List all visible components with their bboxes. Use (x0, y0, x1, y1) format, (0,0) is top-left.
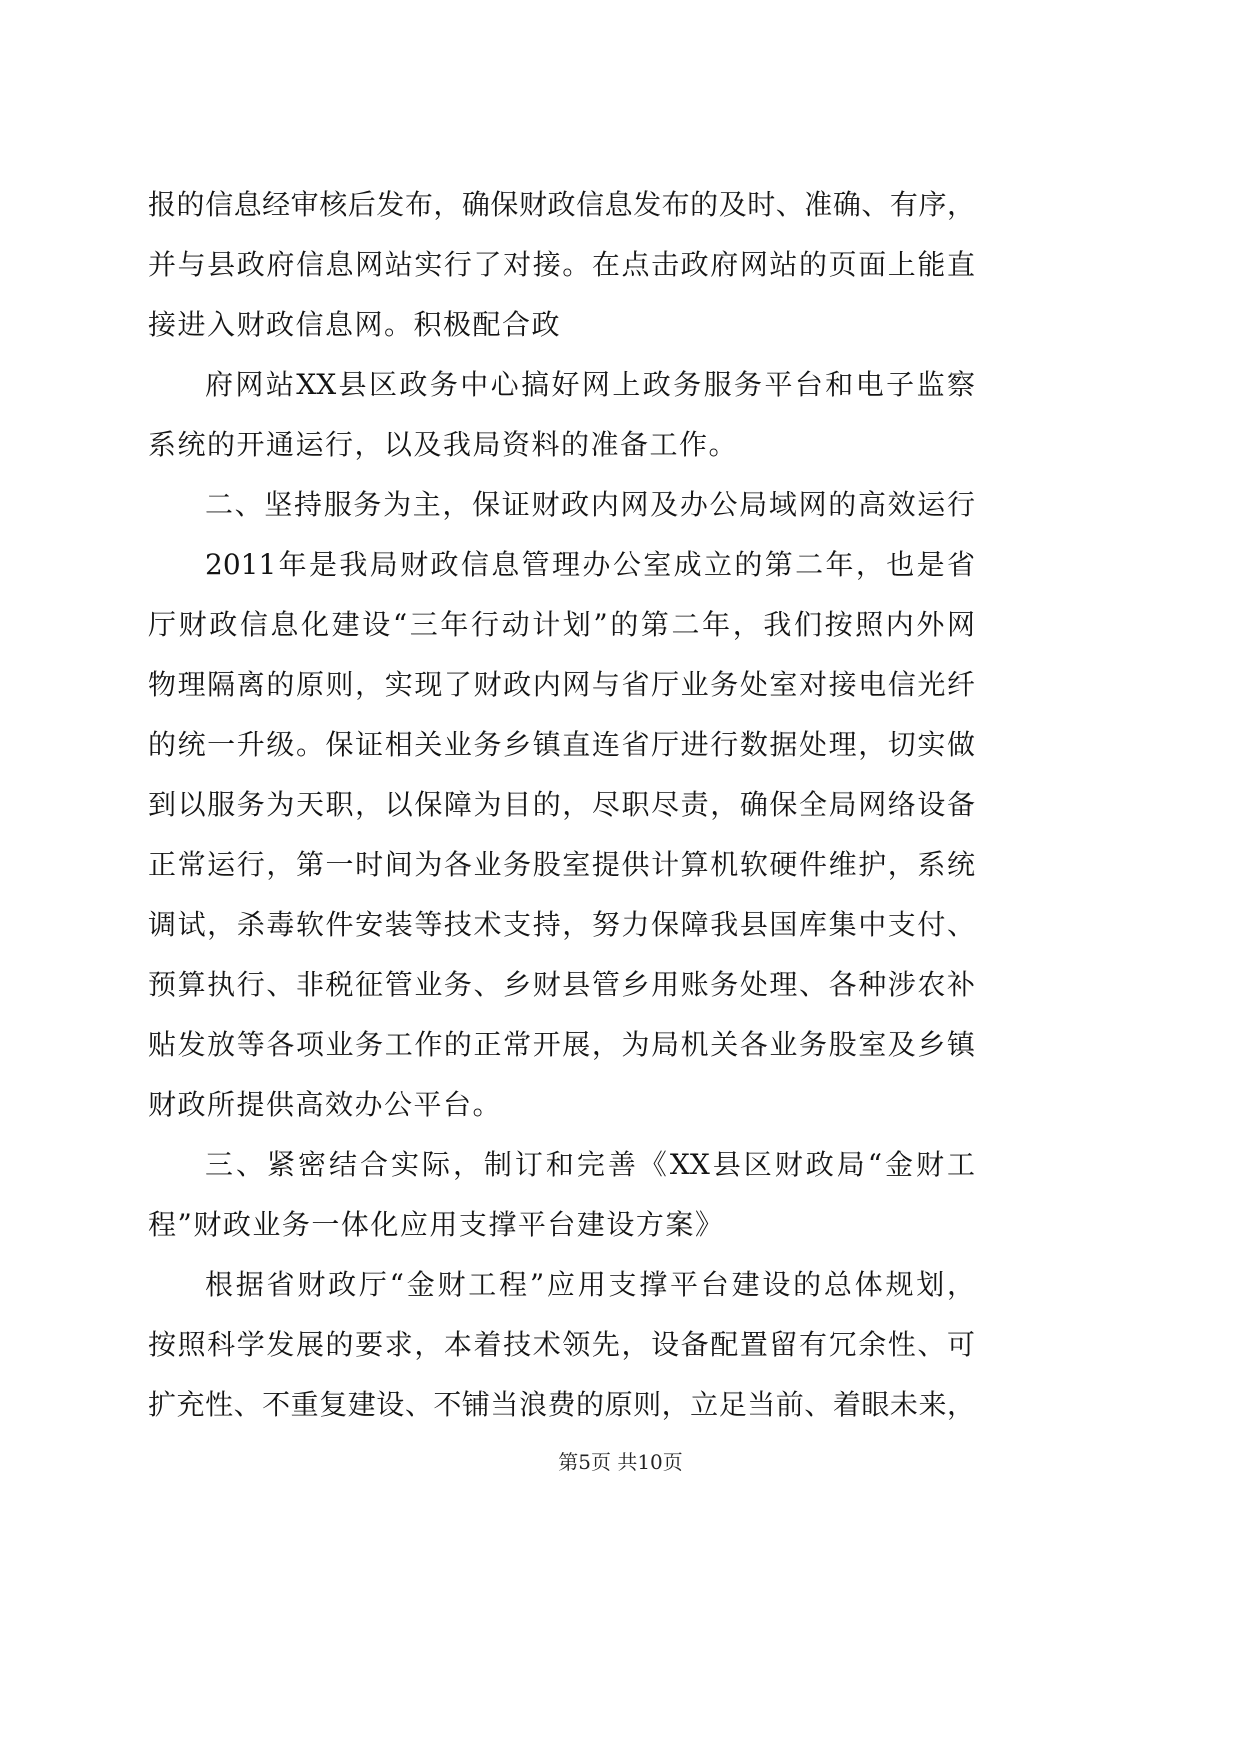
body-text-line: 并与县政府信息网站实行了对接。在点击政府网站的页面上能直 (148, 248, 975, 281)
body-text-line: 预算执行、非税征管业务、乡财县管乡用账务处理、各种涉农补 (148, 968, 975, 1001)
body-text-line: 贴发放等各项业务工作的正常开展，为局机关各业务股室及乡镇 (148, 1028, 975, 1061)
body-text-line: 正常运行，第一时间为各业务股室提供计算机软硬件维护，系统 (148, 848, 975, 881)
section-heading: 三、紧密结合实际，制订和完善《XX县区财政局“金财工 (205, 1148, 975, 1181)
body-text-line: 厅财政信息化建设“三年行动计划”的第二年，我们按照内外网 (148, 608, 975, 641)
body-text-line: 物理隔离的原则，实现了财政内网与省厅业务处室对接电信光纤 (148, 668, 975, 701)
body-text-line: 2011年是我局财政信息管理办公室成立的第二年，也是省 (205, 548, 975, 581)
body-text-line: 的统一升级。保证相关业务乡镇直连省厅进行数据处理，切实做 (148, 728, 975, 761)
body-text-line: 系统的开通运行，以及我局资料的准备工作。 (148, 428, 739, 461)
body-text-line: 根据省财政厅“金财工程”应用支撑平台建设的总体规划， (205, 1268, 975, 1301)
body-text-line: 报的信息经审核后发布，确保财政信息发布的及时、准确、有序， (148, 188, 975, 221)
body-text-line: 接进入财政信息网。积极配合政 (148, 308, 562, 341)
body-text-line: 到以服务为天职，以保障为目的，尽职尽责，确保全局网络设备 (148, 788, 975, 821)
body-text-line: 财政所提供高效办公平台。 (148, 1088, 503, 1121)
section-heading: 二、坚持服务为主，保证财政内网及办公局域网的高效运行 (205, 488, 975, 521)
page-number-footer: 第5页 共10页 (558, 1450, 683, 1474)
body-text-line: 府网站XX县区政务中心搞好网上政务服务平台和电子监察 (205, 368, 975, 401)
section-heading: 程”财政业务一体化应用支撑平台建设方案》 (148, 1208, 725, 1241)
body-text-line: 调试，杀毒软件安装等技术支持，努力保障我县国库集中支付、 (148, 908, 975, 941)
body-text-line: 按照科学发展的要求，本着技术领先，设备配置留有冗余性、可 (148, 1328, 975, 1361)
body-text-line: 扩充性、不重复建设、不铺当浪费的原则，立足当前、着眼未来， (148, 1388, 975, 1421)
